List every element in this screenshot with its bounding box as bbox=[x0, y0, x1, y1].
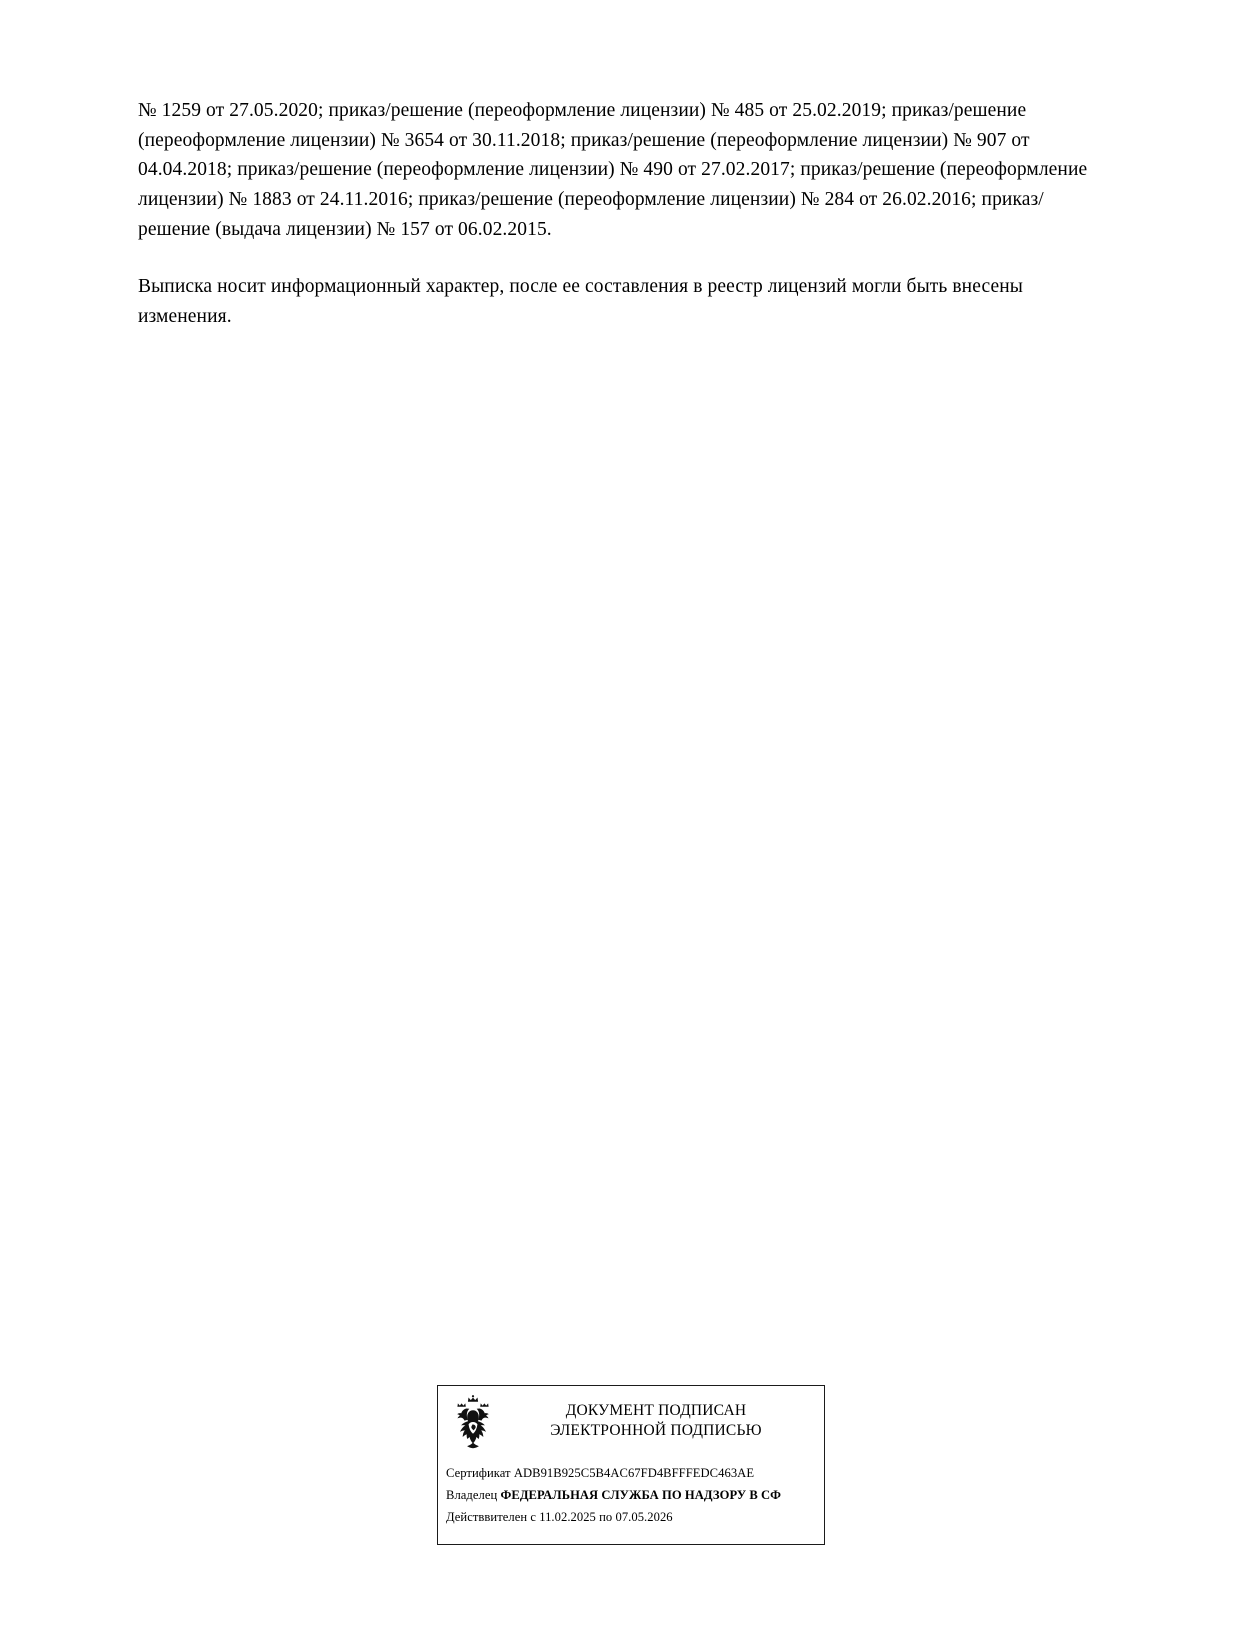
paragraph-disclaimer: Выписка носит информационный характер, после ее составления в реестр лицензий могли быть внесены изменения. bbox=[138, 276, 1023, 327]
stamp-certificate-line bbox=[446, 1462, 824, 1484]
stamp-owner-label: Владелец bbox=[446, 1488, 498, 1503]
stamp-valid-to-label: по bbox=[599, 1510, 613, 1525]
stamp-title-line-1: ДОКУМЕНТ ПОДПИСАН bbox=[565, 1402, 747, 1419]
stamp-validity-line bbox=[446, 1506, 824, 1528]
stamp-title-line-2: ЭЛЕКТРОННОЙ ПОДПИСЬЮ bbox=[550, 1421, 762, 1439]
stamp-owner-value: ФЕДЕРАЛЬНАЯ СЛУЖБА ПО НАДЗОРУ В СФ bbox=[500, 1488, 782, 1503]
stamp-valid-from: 11.02.2025 bbox=[539, 1510, 596, 1525]
stamp-certificate-value: ADB91B925C5B4AC67FD4BFFFEDC463AE bbox=[513, 1466, 755, 1480]
electronic-signature-stamp bbox=[437, 1385, 825, 1545]
double-headed-eagle-emblem bbox=[446, 1395, 500, 1457]
paragraph-license-orders: № 1259 от 27.05.2020; приказ/решение (переоформление лицензии) № 485 от 25.02.2019; приказ/решение (переоформление лицензии) № 3654 от 30.11.2018; приказ/решение (переоформление лицензии) № 907 от 04.04.2018; приказ/решение (переоформление лицензии) № 490 от 27.02.2017; приказ/решение (переоформление лицензии) № 1883 от 24.11.2016; приказ/решение (переоформление лицензии) № 284 от 26.02.2016; приказ/решение (выдача лицензии) № 157 от 06.02.2015. bbox=[138, 100, 1088, 240]
stamp-certificate-label: Сертификат bbox=[446, 1466, 511, 1480]
stamp-owner-line bbox=[446, 1484, 824, 1506]
document-body bbox=[138, 96, 1103, 331]
stamp-details bbox=[438, 1458, 824, 1528]
stamp-title bbox=[504, 1395, 818, 1441]
stamp-header bbox=[438, 1386, 824, 1458]
stamp-valid-to: 07.05.2026 bbox=[615, 1510, 673, 1525]
stamp-valid-label: Действвителен с bbox=[446, 1510, 536, 1525]
